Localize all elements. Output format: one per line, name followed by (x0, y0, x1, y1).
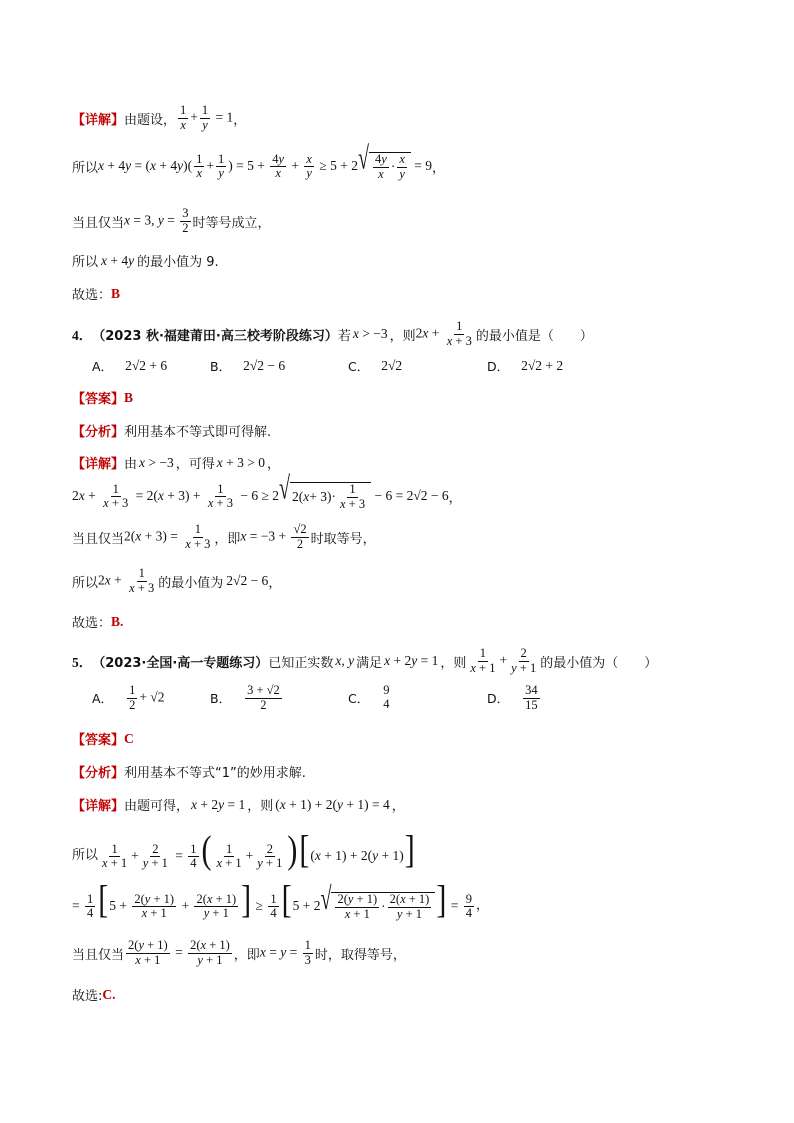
q3-detail-text: 由题设， (124, 112, 177, 128)
q4-option-d-label: D． (487, 359, 510, 374)
q3-detail-line: 【详解】 由题设， $\frac{1}{x}$ + $\frac{1}{y}$ = 1 ， (72, 103, 247, 132)
q4-detail-c: ， (267, 457, 281, 472)
q4-stem: 4． （2023 秋·福建莆田·高三校考阶段练习） 若 x > −3 ，则 2x + $\frac{1}{x + 3}$ 的最小值是（ ） (72, 319, 593, 348)
q4-detail-b: ，可得 (175, 457, 215, 472)
q5-detail-line: 【详解】 由题可得， x + 2y = 1 ，则 (x + 1) + 2(y + 1) = 4 ， (72, 796, 405, 814)
q4-choice-value: B. (111, 613, 124, 629)
q4-min-suffix: ， (268, 575, 282, 591)
analysis-tag: 【分析】 (72, 425, 125, 440)
q4-option-d-expr: 2√2 + 2 (521, 358, 564, 373)
q4-min-line: 所以 2x + $\frac{1}{x + 3}$ 的最小值为 2√2 − 6 ， (72, 566, 282, 595)
q5-source: （2023·全国·高一专题练习） (92, 655, 269, 671)
q5-detail-b: ，则 (247, 799, 274, 814)
q4-option-c-expr: 2√2 (381, 358, 403, 373)
q5-option-a-label: A． (92, 691, 114, 707)
q5-line2-prefix: 所以 (72, 848, 99, 864)
q5-line4-prefix: 当且仅当 (72, 947, 125, 963)
q4-detail-a: 由 (124, 457, 138, 472)
q3-line4: 所以 x + 4y 的最小值为 9. (72, 252, 219, 270)
q4-stem-b: ，则 (389, 328, 416, 344)
q4-number: 4． (72, 328, 93, 344)
q5-option-c-label: C． (348, 690, 370, 706)
q4-eq-prefix: 当且仅当 (72, 531, 125, 547)
q4-answer-line (72, 388, 133, 407)
q3-line4-prefix: 所以 (72, 255, 99, 270)
q4-option-a-expr: 2√2 + 6 (125, 358, 168, 373)
q3-line3-suffix: 时等号成立， (192, 215, 271, 231)
q4-stem-a: 若 (337, 328, 351, 344)
detail-tag: 【详解】 (72, 112, 125, 128)
q5-option-b[interactable]: B． $\frac{3 + √2}{2}$ (210, 683, 280, 712)
q4-eq-suffix: 时取等号， (310, 531, 376, 547)
q3-line2-eq: x + 4y = (x + 4y)( $\frac{1}{x}$ + $\frac{1}{y}$ ) = 5 + $\frac{4y}{x}$ + $\frac{x}{y}$ ≥ 5 + 2 √ $\frac{4y}{x}$ · $\frac{x}{y}$ = 9 (98, 141, 432, 181)
q3-choice-label: 故选： (72, 288, 112, 303)
q5-line4-suffix: 时，取得等号， (314, 947, 406, 963)
q5-stem: 5． （2023·全国·高一专题练习） 已知正实数 x, y 满足 x + 2y = 1 ，则 $\frac{1}{x + 1}$ + $\frac{2}{y + 1}$ 的最小值为（ ） (72, 646, 658, 675)
q4-answer-value: B (124, 389, 134, 405)
q4-min-mid: 的最小值为 (158, 575, 224, 591)
q5-stem-b: 满足 (356, 655, 383, 671)
q4-option-a-label: A． (92, 359, 114, 374)
detail-tag: 【详解】 (72, 799, 125, 814)
q4-detail-line: 【详解】 由 x > −3 ，可得 x + 3 > 0 ， (72, 454, 281, 472)
q5-line3: = $\frac{1}{4}$ [5 + $\frac{2(y + 1)}{x + 1}$ + $\frac{2(x + 1)}{y + 1}$ ] ≥ $\frac{1}{4}$ [5 + 2 √ $\frac{2(y + 1)}{x + 1}$ · $\frac{2(x + 1)}{y + 1}$ ] = $\frac{9}{4}$ ， (72, 878, 489, 922)
q5-answer-value: C (124, 730, 134, 746)
q5-choice-value: C. (102, 986, 116, 1002)
q5-stem-c: ，则 (440, 655, 467, 671)
q4-option-b-label: B． (210, 359, 232, 374)
analysis-tag: 【分析】 (72, 766, 125, 781)
q4-derivation: 2x + $\frac{1}{x + 3}$ = 2(x + 3) + $\frac{1}{x + 3}$ − 6 ≥ 2 √ 2( x + 3)· $\frac{1}{x + 3}$ − 6 = 2√2 − 6 ， (72, 471, 462, 511)
q4-choice-label: 故选： (72, 616, 112, 631)
q5-option-c[interactable]: C． 9 4 (348, 683, 390, 711)
q4-option-d[interactable] (487, 357, 563, 375)
q5-option-d[interactable]: D． $\frac{34}{15}$ (487, 683, 538, 712)
q4-choice (72, 612, 123, 631)
q4-option-c-label: C． (348, 359, 370, 374)
q3-line2-prefix: 所以 (72, 161, 99, 177)
q3-line4-suffix: 的最小值为 9. (137, 255, 219, 270)
q5-detail-a: 由题可得， (124, 799, 190, 814)
answer-tag: 【答案】 (72, 392, 125, 407)
q5-stem-d: 的最小值为（ ） (540, 655, 658, 671)
q3-line3-prefix: 当且仅当 (72, 215, 125, 231)
q4-analysis-line (72, 421, 271, 440)
q5-option-a[interactable]: A． $\frac{1}{2}$ + √2 (92, 683, 165, 712)
q5-number: 5． (72, 655, 93, 671)
q4-min-prefix: 所以 (72, 575, 99, 591)
q5-detail-c: ， (391, 799, 405, 814)
q4-option-b-expr: 2√2 − 6 (243, 358, 286, 373)
q5-choice (72, 985, 116, 1004)
q5-line2: 所以 $\frac{1}{x + 1}$ + $\frac{2}{y + 1}$ = $\frac{1}{4}$ ( $\frac{1}{x + 1}$ + $\frac{2}{y + 1}$ )[(x + 1) + 2(y + 1)] (72, 828, 415, 872)
q3-line3-eq: x = 3, y = $\frac{3}{2}$ (124, 206, 189, 235)
q4-option-c[interactable] (348, 357, 402, 375)
q3-choice (72, 284, 120, 303)
q4-option-a[interactable] (92, 357, 167, 375)
q3-line2: 所以 x + 4y = (x + 4y)( $\frac{1}{x}$ + $\frac{1}{y}$ ) = 5 + $\frac{4y}{x}$ + $\frac{x}{y}$ ≥ 5 + 2 √ $\frac{4y}{x}$ · $\frac{x}{y}$ = 9 ， (72, 141, 446, 181)
q5-analysis-text: 利用基本不等式“1”的妙用求解. (124, 766, 306, 781)
q5-option-b-label: B． (210, 691, 232, 707)
q5-line4: 当且仅当 $\frac{2(y + 1)}{x + 1}$ = $\frac{2(x + 1)}{y + 1}$ ，即 x = y = $\frac{1}{3}$ 时，取得等号， (72, 938, 406, 967)
q3-choice-value: B (111, 285, 121, 301)
q5-choice-label: 故选: (72, 989, 103, 1004)
q3-line3 (72, 207, 271, 236)
q5-analysis-line (72, 762, 306, 781)
q4-equality-line: 当且仅当 2(x + 3) = $\frac{1}{x + 3}$ ，即 x = −3 + $\frac{√2}{2}$ 时取等号， (72, 522, 376, 551)
q4-analysis-text: 利用基本不等式即可得解. (124, 425, 272, 440)
answer-tag: 【答案】 (72, 733, 125, 748)
q4-source: （2023 秋·福建莆田·高三校考阶段练习） (92, 328, 338, 344)
q4-stem-c: 的最小值是（ ） (475, 328, 593, 344)
detail-tag: 【详解】 (72, 457, 125, 472)
q4-eq-mid: ，即 (214, 531, 241, 547)
q4-option-b[interactable] (210, 357, 285, 375)
q5-option-d-label: D． (487, 691, 510, 707)
q5-stem-a: 已知正实数 (268, 655, 334, 671)
q3-given-eq: $\frac{1}{x}$ + $\frac{1}{y}$ = 1 (180, 103, 234, 132)
q5-answer-line (72, 729, 134, 748)
q5-line4-mid: ，即 (233, 947, 260, 963)
